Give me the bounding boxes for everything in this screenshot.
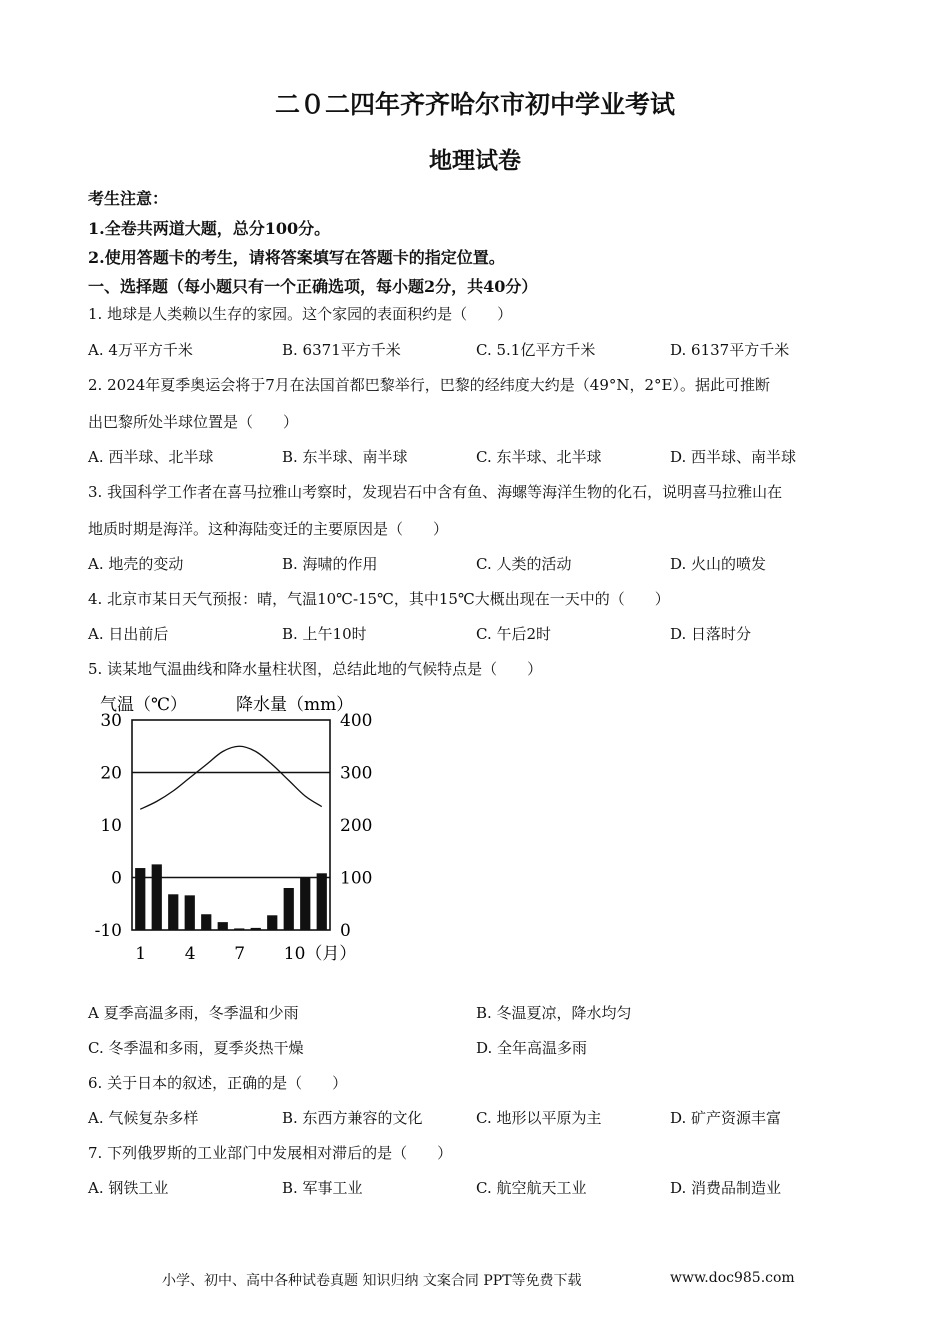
footer-text: 小学、初中、高中各种试卷真题 知识归纳 文案合同 PPT等免费下载 xyxy=(162,1273,582,1289)
chart-tick-label: 200 xyxy=(340,816,373,836)
temperature-curve xyxy=(140,746,322,809)
question-stem: 4. 北京市某日天气预报：晴，气温10℃-15℃，其中15℃大概出现在一天中的（ ） xyxy=(88,590,670,608)
notice-item: 1.全卷共两道大题，总分100分。 xyxy=(88,219,331,238)
question-stem: 5. 读某地气温曲线和降水量柱状图，总结此地的气候特点是（ ） xyxy=(88,660,543,678)
chart-tick-label: 0 xyxy=(111,868,122,889)
option-a: A. 钢铁工业 xyxy=(88,1179,169,1197)
precipitation-bar xyxy=(300,878,310,931)
chart-tick-label: 0 xyxy=(340,921,351,941)
question-stem: 2. 2024年夏季奥运会将于7月在法国首都巴黎举行，巴黎的经纬度大约是（49°N，2°E）。据此可推断 xyxy=(88,376,771,394)
chart-tick-label: 7 xyxy=(234,944,246,964)
question-stem: 6. 关于日本的叙述，正确的是（ ） xyxy=(88,1074,348,1092)
chart-tick-label: 1 xyxy=(135,944,147,964)
option-d: D. 全年高温多雨 xyxy=(476,1039,588,1057)
question-stem: 1. 地球是人类赖以生存的家园。这个家园的表面积约是（ ） xyxy=(88,305,513,323)
option-c: C. 航空航天工业 xyxy=(476,1179,587,1197)
option-b: B. 冬温夏凉，降水均匀 xyxy=(476,1004,632,1022)
option-d: D. 日落时分 xyxy=(670,625,752,643)
climate-chart xyxy=(90,688,390,970)
option-d: D. 消费品制造业 xyxy=(670,1179,782,1197)
option-a: A. 地壳的变动 xyxy=(88,555,184,573)
footer-url: www.doc985.com xyxy=(670,1270,795,1286)
option-c: C. 人类的活动 xyxy=(476,555,572,573)
option-a: A. 日出前后 xyxy=(88,625,169,643)
option-d: D. 矿产资源丰富 xyxy=(670,1109,782,1127)
option-a: A 夏季高温多雨，冬季温和少雨 xyxy=(88,1004,299,1022)
chart-tick-label: 4 xyxy=(184,944,196,964)
precipitation-bar xyxy=(135,868,145,930)
question-stem: 地质时期是海洋。这种海陆变迁的主要原因是（ ） xyxy=(88,520,449,538)
option-b: B. 6371平方千米 xyxy=(282,341,401,359)
option-d: D. 西半球、南半球 xyxy=(670,448,797,466)
chart-ylabel-left: 气温（℃） xyxy=(100,695,188,715)
option-d: D. 6137平方千米 xyxy=(670,341,790,359)
question-stem: 出巴黎所处半球位置是（ ） xyxy=(88,413,299,431)
chart-tick-label: 30 xyxy=(100,711,122,731)
precipitation-bar xyxy=(284,888,294,930)
question-stem: 7. 下列俄罗斯的工业部门中发展相对滞后的是（ ） xyxy=(88,1144,453,1162)
exam-subtitle: 地理试卷 xyxy=(429,147,521,174)
option-c: C. 地形以平原为主 xyxy=(476,1109,602,1127)
question-stem: 3. 我国科学工作者在喜马拉雅山考察时，发现岩石中含有鱼、海螺等海洋生物的化石，说明喜马拉雅山在 xyxy=(88,483,783,501)
option-d: D. 火山的喷发 xyxy=(670,555,767,573)
precipitation-bar xyxy=(317,873,327,930)
chart-ylabel-right: 降水量（mm） xyxy=(236,695,354,715)
chart-tick-label: 10（月） xyxy=(283,944,357,964)
option-c: C. 午后2时 xyxy=(476,625,552,643)
option-b: B. 东西方兼容的文化 xyxy=(282,1109,423,1127)
precipitation-bar xyxy=(201,914,211,930)
option-a: A. 西半球、北半球 xyxy=(88,448,214,466)
option-c: C. 东半球、北半球 xyxy=(476,448,602,466)
precipitation-bar xyxy=(267,915,277,930)
option-c: C. 5.1亿平方千米 xyxy=(476,341,596,359)
chart-tick-label: 400 xyxy=(340,711,373,731)
precipitation-bar xyxy=(168,894,178,930)
chart-tick-label: -10 xyxy=(94,921,122,941)
precipitation-bar xyxy=(152,864,162,930)
option-b: B. 海啸的作用 xyxy=(282,555,378,573)
option-b: B. 军事工业 xyxy=(282,1179,363,1197)
option-b: B. 上午10时 xyxy=(282,625,367,643)
notice-heading: 考生注意： xyxy=(88,189,169,208)
chart-tick-label: 10 xyxy=(100,816,122,836)
option-a: A. 气候复杂多样 xyxy=(88,1109,199,1127)
notice-item: 2.使用答题卡的考生，请将答案填写在答题卡的指定位置。 xyxy=(88,248,505,267)
chart-tick-label: 20 xyxy=(100,763,122,784)
option-c: C. 冬季温和多雨，夏季炎热干燥 xyxy=(88,1039,304,1057)
chart-tick-label: 100 xyxy=(340,868,373,889)
section-heading: 一、选择题（每小题只有一个正确选项，每小题2分，共40分） xyxy=(88,277,538,296)
chart-tick-label: 300 xyxy=(340,763,373,784)
precipitation-bar xyxy=(218,922,228,930)
precipitation-bar xyxy=(185,895,195,930)
exam-title: 二０二四年齐齐哈尔市初中学业考试 xyxy=(274,90,675,119)
option-b: B. 东半球、南半球 xyxy=(282,448,408,466)
option-a: A. 4万平方千米 xyxy=(88,341,193,359)
